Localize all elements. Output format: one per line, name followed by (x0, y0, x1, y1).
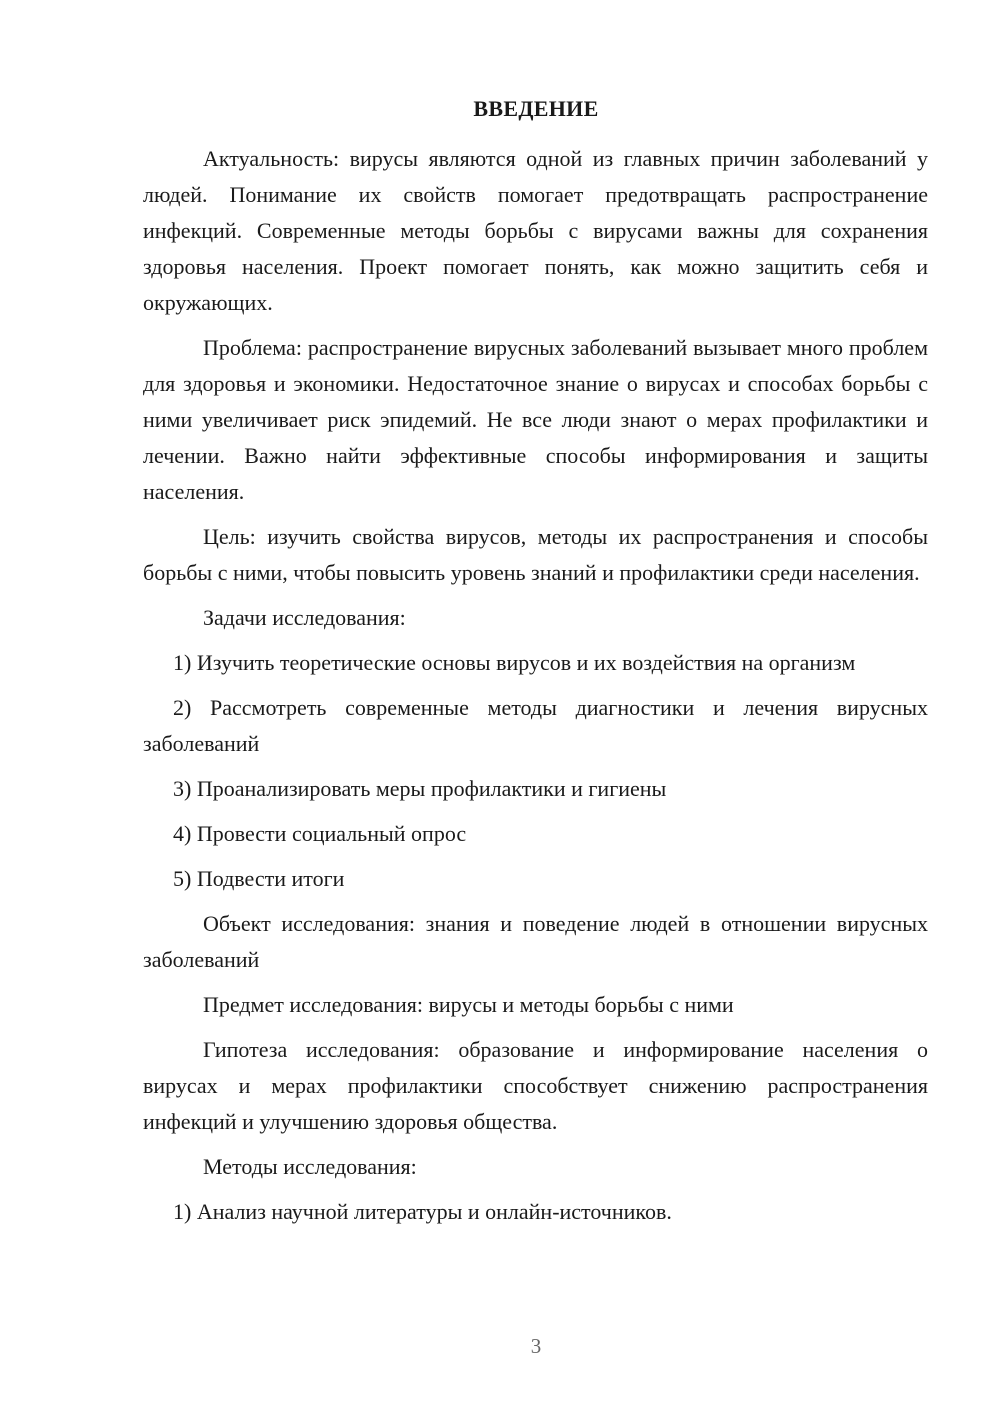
page-number: 3 (530, 1334, 542, 1358)
subject-paragraph: Предмет исследования: вирусы и методы борьбы с ними (203, 992, 734, 1017)
problem-paragraph: Проблема: распространение вирусных заболеваний вызывает много проблем для здоровья и экономики. Недостаточное знание о вирусах и способах борьбы с ними увеличивает риск эпидемий. Не все люди знают о мерах профилактики и лечении. Важно найти эффективные способы информирования и защиты населения. (143, 335, 928, 504)
tasks-label: Задачи исследования: (203, 605, 406, 630)
goal-paragraph: Цель: изучить свойства вирусов, методы их распространения и способы борьбы с ними, чтобы повысить уровень знаний и профилактики среди населения. (143, 524, 928, 585)
document-body (143, 141, 928, 1230)
task-item-4: 4) Провести социальный опрос (173, 821, 467, 846)
methods-label: Методы исследования: (203, 1154, 417, 1179)
page-title: ВВЕДЕНИЕ (473, 96, 599, 121)
method-item-1: 1) Анализ научной литературы и онлайн-источников. (173, 1199, 672, 1224)
hypothesis-paragraph: Гипотеза исследования: образование и информирование населения о вирусах и мерах профилактики способствует снижению распространения инфекций и улучшению здоровья общества. (143, 1037, 928, 1134)
task-item-5: 5) Подвести итоги (173, 866, 345, 891)
task-item-2: 2) Рассмотреть современные методы диагностики и лечения вирусных заболеваний (143, 695, 928, 756)
object-paragraph: Объект исследования: знания и поведение людей в отношении вирусных заболеваний (143, 911, 928, 972)
task-item-3: 3) Проанализировать меры профилактики и гигиены (173, 776, 667, 801)
relevance-paragraph: Актуальность: вирусы являются одной из главных причин заболеваний у людей. Понимание их свойств помогает предотвращать распространение инфекций. Современные методы борьбы с вирусами важны для сохранения здоровья населения. Проект помогает понять, как можно защитить себя и окружающих. (143, 146, 928, 315)
task-item-1: 1) Изучить теоретические основы вирусов и их воздействия на организм (173, 650, 856, 675)
